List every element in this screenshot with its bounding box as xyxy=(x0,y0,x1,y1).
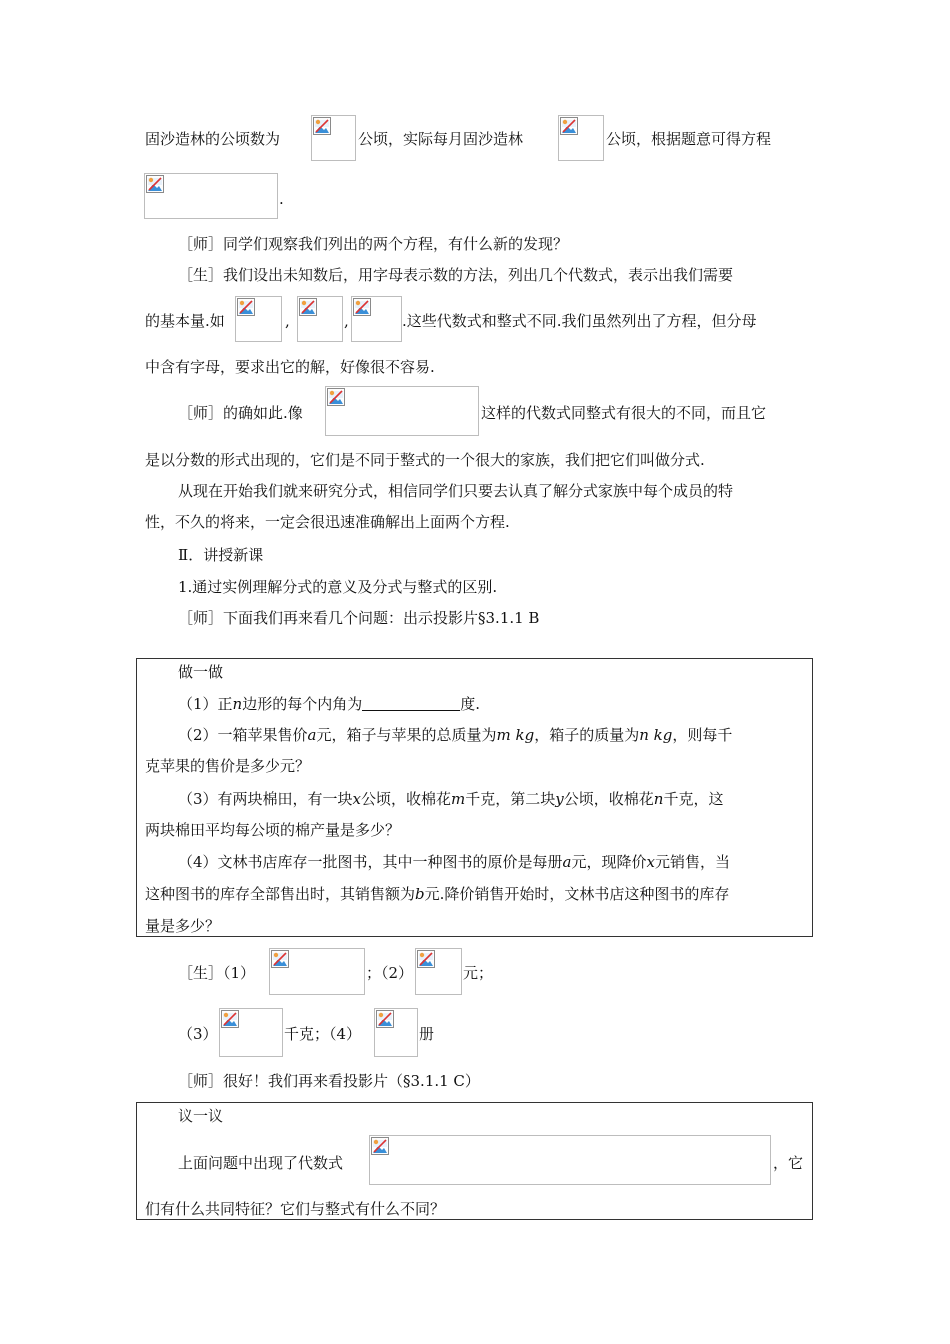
para-line xyxy=(145,511,510,533)
text: 公顷，收棉花 xyxy=(563,790,654,808)
formula-image xyxy=(558,115,604,161)
item-line xyxy=(178,576,497,598)
student-line xyxy=(145,310,225,332)
teacher-line xyxy=(178,1070,480,1092)
text: 千克；（4） xyxy=(284,1025,362,1043)
text: 中含有字母，要求出它的解，好像很不容易. xyxy=(145,358,435,376)
text: 上面问题中出现了代数式 xyxy=(178,1154,344,1172)
section-heading xyxy=(178,544,263,566)
variable: n xyxy=(653,790,664,808)
text: ，则每千 xyxy=(672,726,733,744)
text: 度. xyxy=(460,695,481,713)
text: 千克，这 xyxy=(663,790,724,808)
question-4-cont xyxy=(145,883,729,905)
broken-image-icon xyxy=(417,950,435,968)
formula-image xyxy=(269,948,365,995)
text: 做一做 xyxy=(178,663,224,681)
text: , xyxy=(344,312,349,330)
student-line xyxy=(344,310,349,332)
student-line xyxy=(402,310,757,332)
broken-image-icon xyxy=(327,388,345,406)
student-answer xyxy=(178,1023,218,1045)
text: ［师］很好！我们再来看投影片（§3.1.1 C） xyxy=(178,1072,480,1090)
text: 们有什么共同特征？它们与整式有什么不同？ xyxy=(145,1200,446,1218)
teacher-line xyxy=(481,402,766,424)
para-line xyxy=(358,128,523,150)
question-3-cont xyxy=(145,819,400,841)
para-line xyxy=(178,480,733,502)
question-2-cont xyxy=(145,755,310,777)
text: 边形的每个内角为 xyxy=(242,695,363,713)
variable: b xyxy=(415,885,425,903)
formula-image xyxy=(369,1135,771,1185)
teacher-line xyxy=(145,449,705,471)
text: ［师］的确如此.像 xyxy=(178,404,303,422)
variable: n xyxy=(232,695,243,713)
formula-image xyxy=(297,296,343,342)
variable: a xyxy=(562,853,572,871)
box-title xyxy=(178,1105,223,1127)
teacher-line xyxy=(178,607,539,629)
teacher-line xyxy=(178,402,303,424)
student-line xyxy=(145,356,435,378)
variable: m kg xyxy=(496,726,535,744)
text: （2）一箱苹果售价 xyxy=(178,726,308,744)
discuss-line xyxy=(773,1152,803,1174)
formula-image xyxy=(144,173,278,219)
answer-blank xyxy=(362,696,460,711)
variable: x xyxy=(352,790,362,808)
para-line xyxy=(606,128,771,150)
text: 议一议 xyxy=(178,1107,224,1125)
text: ［生］我们设出未知数后，用字母表示数的方法，列出几个代数式，表示出我们需要 xyxy=(178,266,734,284)
broken-image-icon xyxy=(560,117,578,135)
box-title xyxy=(178,661,223,683)
formula-image xyxy=(374,1008,418,1057)
text: 从现在开始我们就来研究分式，相信同学们只要去认真了解分式家族中每个成员的特 xyxy=(178,482,734,500)
broken-image-icon xyxy=(353,298,371,316)
broken-image-icon xyxy=(313,117,331,135)
text: （3）有两块棉田，有一块 xyxy=(178,790,353,808)
formula-image xyxy=(311,115,356,161)
text: .这些代数式和整式不同.我们虽然列出了方程，但分母 xyxy=(402,312,757,330)
variable: n kg xyxy=(639,726,673,744)
text: 是以分数的形式出现的，它们是不同于整式的一个很大的家族，我们把它们叫做分式. xyxy=(145,451,705,469)
student-line xyxy=(178,264,733,286)
text: 公顷，实际每月固沙造林 xyxy=(358,130,524,148)
text: 公顷，收棉花 xyxy=(361,790,452,808)
discuss-line xyxy=(145,1198,445,1220)
formula-image xyxy=(325,386,479,436)
text: 元销售，当 xyxy=(654,853,730,871)
broken-image-icon xyxy=(146,175,164,193)
teacher-line xyxy=(178,233,568,255)
text: （3） xyxy=(178,1025,218,1043)
text: 千克，第二块 xyxy=(465,790,556,808)
formula-image xyxy=(415,948,462,995)
text: 这种图书的库存全部售出时，其销售额为 xyxy=(145,885,416,903)
text: . xyxy=(279,190,284,208)
variable: m xyxy=(451,790,466,808)
text: 两块棉田平均每公顷的棉产量是多少？ xyxy=(145,821,401,839)
text: 册 xyxy=(419,1025,435,1043)
text: 1.通过实例理解分式的意义及分式与整式的区别. xyxy=(178,578,498,596)
text: （4）文林书店库存一批图书，其中一种图书的原价是每册 xyxy=(178,853,563,871)
question-1 xyxy=(178,693,480,715)
broken-image-icon xyxy=(237,298,255,316)
text: 元； xyxy=(463,964,494,982)
text: Ⅱ．讲授新课 xyxy=(178,546,264,564)
broken-image-icon xyxy=(299,298,317,316)
variable: x xyxy=(646,853,655,871)
text: ，它 xyxy=(773,1154,804,1172)
text: （1）正 xyxy=(178,695,233,713)
para-line xyxy=(145,128,280,150)
text: 固沙造林的公顷数为 xyxy=(145,130,281,148)
para-line xyxy=(279,188,284,210)
text: 元，现降价 xyxy=(571,853,647,871)
text: ［生］（1） xyxy=(178,964,256,982)
text: 量是多少？ xyxy=(145,917,221,935)
student-answer xyxy=(463,962,493,984)
text: ［师］下面我们再来看几个问题：出示投影片§3.1.1 B xyxy=(178,609,540,627)
text: 元.降价销售开始时，文林书店这种图书的库存 xyxy=(424,885,730,903)
text: 元，箱子与苹果的总质量为 xyxy=(316,726,497,744)
formula-image xyxy=(219,1008,283,1057)
formula-image xyxy=(235,296,282,342)
text: ［师］同学们观察我们列出的两个方程，有什么新的发现？ xyxy=(178,235,569,253)
text: 的基本量.如 xyxy=(145,312,225,330)
discuss-line xyxy=(178,1152,343,1174)
text: 性，不久的将来，一定会很迅速准确解出上面两个方程. xyxy=(145,513,510,531)
variable: y xyxy=(555,790,564,808)
broken-image-icon xyxy=(271,950,289,968)
question-2 xyxy=(178,724,732,746)
question-4-cont xyxy=(145,915,220,937)
student-answer xyxy=(366,962,413,984)
text: 公顷，根据题意可得方程 xyxy=(606,130,772,148)
broken-image-icon xyxy=(221,1010,239,1028)
variable: a xyxy=(307,726,317,744)
text: ，箱子的质量为 xyxy=(534,726,640,744)
broken-image-icon xyxy=(371,1137,389,1155)
question-4 xyxy=(178,851,730,873)
text: 克苹果的售价是多少元？ xyxy=(145,757,311,775)
student-line xyxy=(285,310,290,332)
text: 这样的代数式同整式有很大的不同，而且它 xyxy=(481,404,767,422)
text: ；（2） xyxy=(366,964,414,982)
text: , xyxy=(285,312,290,330)
student-answer xyxy=(284,1023,361,1045)
question-3 xyxy=(178,788,723,810)
broken-image-icon xyxy=(376,1010,394,1028)
student-answer xyxy=(178,962,255,984)
formula-image xyxy=(351,296,402,342)
student-answer xyxy=(419,1023,434,1045)
